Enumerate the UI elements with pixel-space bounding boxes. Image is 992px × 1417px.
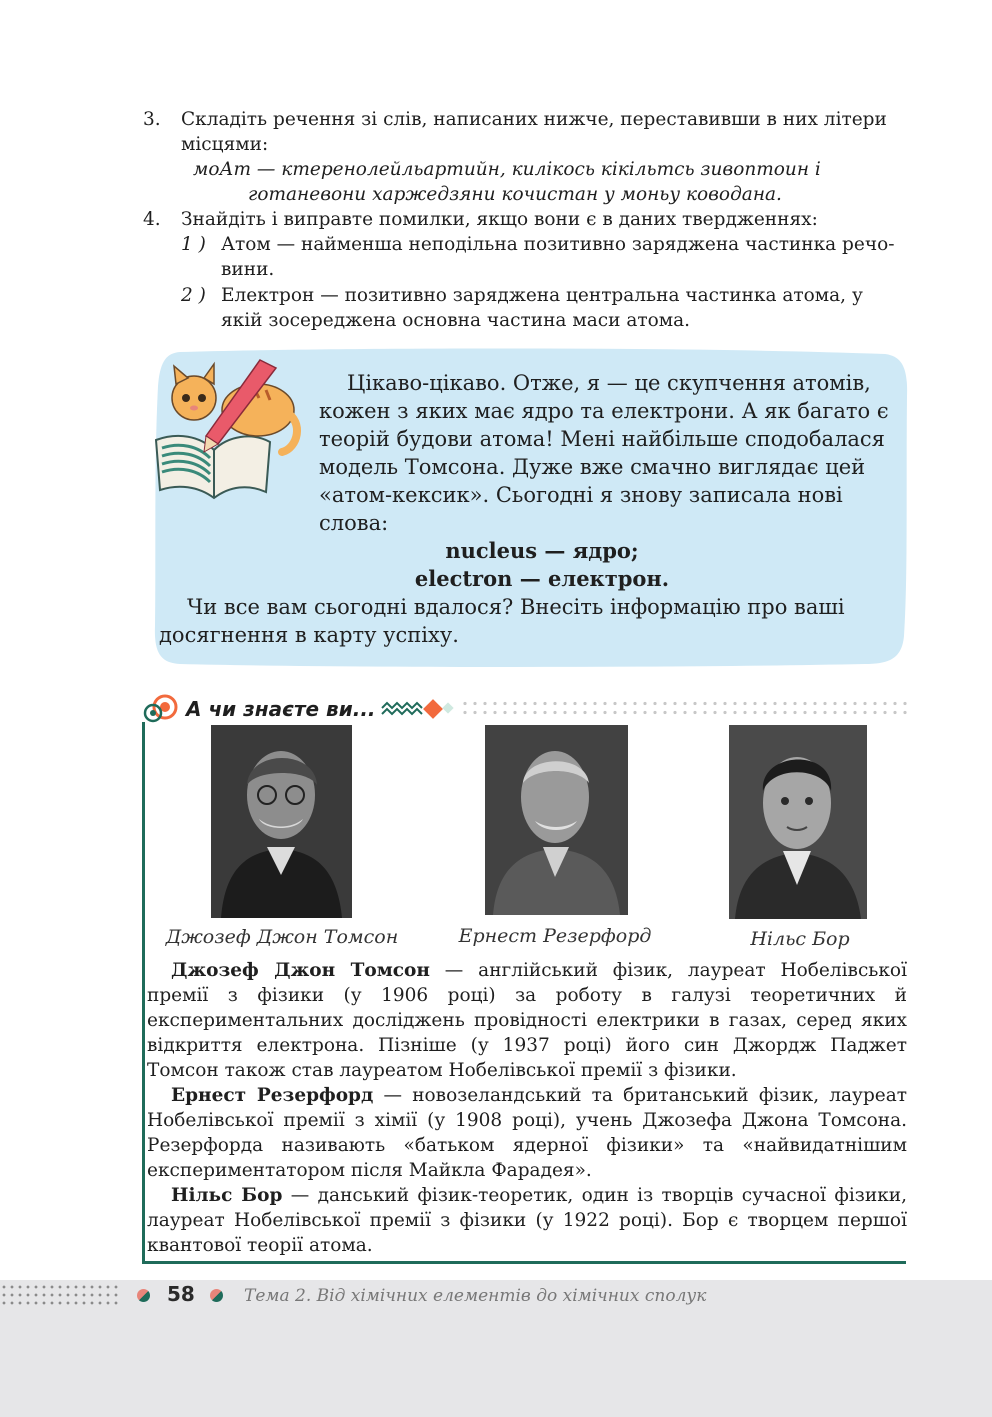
bubble-line-3: теорій будови атома! Мені найбільше сподобалася [319,427,885,451]
exercise-3-text: Складіть речення зі слів, написаних нижче, переставивши в них літери [181,109,887,130]
section-border-bottom [142,1261,906,1264]
statement-2-text-cont: якій зосереджена основна частина маси атома. [221,310,691,331]
bio-bohr-text: — данський фізик-теоретик, один із творців сучасної фізики, лауреат Нобелівської премії з фізики (у 1922 році). Бор є творцем першої квантової теорії атома. [147,1185,907,1256]
bio-rutherford-name: Ернест Резерфорд [171,1085,374,1106]
statement-1-text-cont: вини. [221,259,275,280]
exercise-3-text-cont: місцями: [181,134,269,155]
vocab-nucleus: nucleus — ядро; [445,538,639,563]
vocab-electron: electron — електрон. [414,566,670,591]
scrambled-sentence-line-2: готаневони харжедзяни кочистан у моньу ководана. [248,184,782,205]
decorative-dots [460,699,910,719]
bio-rutherford-text: — новозеландський та британський фізик, лауреат Нобелівської премії з хімії (у 1908 році), учень Джозефа Джона Томсона. Резерфорда називають «батьком ядерної фізики» та «найвидатнішим експериментатором після Майкла Фарадея». [147,1085,907,1181]
rutherford-portrait [485,725,628,915]
caption-thomson: Джозеф Джон Томсон [165,926,399,948]
footer-dot-left [137,1289,150,1302]
footer-dot-right [210,1289,223,1302]
exercise-4-number: 4. [143,209,161,230]
bubble-line-1: Цікаво-цікаво. Отже, я — це скупчення атомів, [347,371,871,395]
topic-title: Тема 2. Від хімічних елементів до хімічних сполук [244,1286,707,1306]
statement-2-text: Електрон — позитивно заряджена центральна частинка атома, у [221,285,863,306]
scrambled-sentence-line-1: моАт — ктеренолейльартийн, килікось кікільтсь зивоптоин і [193,159,821,180]
section-border-left [142,722,145,1264]
cat-mascot-icon [148,352,308,502]
statement-1-marker: 1 ) [181,234,206,255]
bubble-line-6: слова: [319,511,389,535]
thomson-portrait [211,725,352,918]
bubble-closing-line-2: досягнення в карту успіху. [159,623,459,647]
bubble-line-2: кожен з яких має ядро та електрони. А як багато є [319,399,889,423]
exercise-4-text: Знайдіть і виправте помилки, якщо вони є в даних твердженнях: [181,209,818,230]
bubble-line-4: модель Томсона. Дуже вже смачно виглядає цей [319,455,866,479]
caption-rutherford: Ернест Резерфорд [458,925,652,947]
bio-rutherford [147,1083,907,1183]
did-you-know-title: А чи знаєте ви... [186,697,376,721]
bubble-line-5: «атом-кексик». Сьогодні я знову записала нові [319,483,843,507]
footer-dots [0,1283,122,1309]
bio-thomson [147,958,907,1083]
target-icon [143,694,179,724]
caption-bohr: Нільс Бор [750,928,850,950]
bohr-portrait [729,725,867,919]
zigzag-diamond-icon [380,698,462,722]
bio-thomson-text: — англійський фізик, лауреат Нобелівської премії з фізики (у 1906 році) за роботу в галузі теоретичних й експериментальних досліджень провідності електрики в газах, серед яких відкриття електрона. Пізніше (у 1937 році) його син Джордж Паджет Томсон також став лауреатом Нобелівської премії з фізики. [147,960,907,1081]
page-number: 58 [167,1282,195,1306]
bio-bohr-name: Нільс Бор [171,1185,283,1206]
bubble-closing-line-1: Чи все вам сьогодні вдалося? Внесіть інформацію про ваші [187,595,845,619]
exercise-3-number: 3. [143,109,161,130]
statement-2-marker: 2 ) [181,285,206,306]
biographies [147,958,907,1258]
bio-bohr [147,1183,907,1258]
bio-thomson-name: Джозеф Джон Томсон [171,960,430,981]
statement-1-text: Атом — найменша неподільна позитивно заряджена частинка речо- [221,234,895,255]
